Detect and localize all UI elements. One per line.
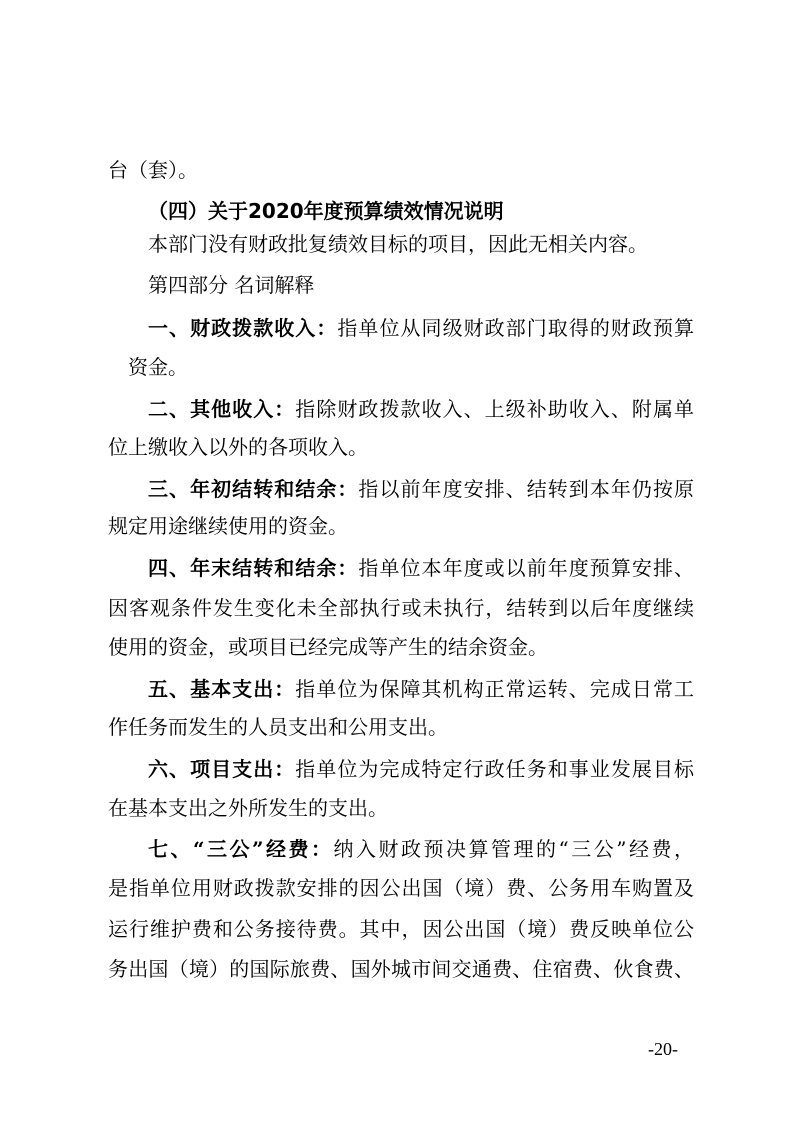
term-title: 三、年初结转和结余： <box>148 477 359 501</box>
term-line <box>108 397 694 421</box>
term-title: 一、财政拨款收入： <box>148 316 338 340</box>
text-line: 台（套）。 <box>108 158 198 182</box>
term-title: 二、其他收入： <box>148 397 296 421</box>
term-continuation: 位上缴收入以外的各项收入。 <box>108 435 368 459</box>
term-line <box>108 677 694 701</box>
term-line <box>108 556 694 580</box>
term-continuation: 规定用途继续使用的资金。 <box>108 514 348 538</box>
term-continuation: 是指单位用财政拨款安排的因公出国（境）费、公务用车购置及 <box>108 876 694 900</box>
paragraph: 本部门没有财政批复绩效目标的项目，因此无相关内容。 <box>148 232 648 256</box>
term-continuation: 使用的资金，或项目已经完成等产生的结余资金。 <box>108 635 548 659</box>
term-text: 指除财政拨款收入、上级补助收入、附属单 <box>295 397 695 421</box>
section-heading: （四）关于2020年度预算绩效情况说明 <box>148 199 504 223</box>
term-text: 指单位为完成特定行政任务和事业发展目标 <box>295 757 695 781</box>
term-text: 指单位为保障其机构正常运转、完成日常工 <box>295 677 695 701</box>
term-text: 指以前年度安排、结转到本年仍按原 <box>358 477 695 501</box>
term-title: 七、“三公”经费： <box>148 837 334 861</box>
term-title: 五、基本支出： <box>148 677 296 701</box>
page-number: -20- <box>648 1039 678 1059</box>
term-continuation: 在基本支出之外所发生的支出。 <box>108 796 388 820</box>
term-line <box>108 477 694 501</box>
term-text: 指单位本年度或以前年度预算安排、 <box>358 556 695 580</box>
term-continuation: 作任务而发生的人员支出和公用支出。 <box>108 715 448 739</box>
term-text: 纳入财政预决算管理的“三公”经费， <box>333 837 695 861</box>
term-line <box>108 757 694 781</box>
term-line <box>108 837 694 861</box>
term-line <box>108 316 694 340</box>
term-continuation: 因客观条件发生变化未全部执行或未执行，结转到以后年度继续 <box>108 596 694 620</box>
term-continuation: 资金。 <box>128 355 188 379</box>
term-text: 指单位从同级财政部门取得的财政预算 <box>337 316 695 340</box>
term-title: 四、年末结转和结余： <box>148 556 359 580</box>
term-continuation: 务出国（境）的国际旅费、国外城市间交通费、住宿费、伙食费、 <box>108 957 694 981</box>
part-heading: 第四部分 名词解释 <box>148 273 315 297</box>
term-title: 六、项目支出： <box>148 757 296 781</box>
term-continuation: 运行维护费和公务接待费。其中，因公出国（境）费反映单位公 <box>108 917 694 941</box>
